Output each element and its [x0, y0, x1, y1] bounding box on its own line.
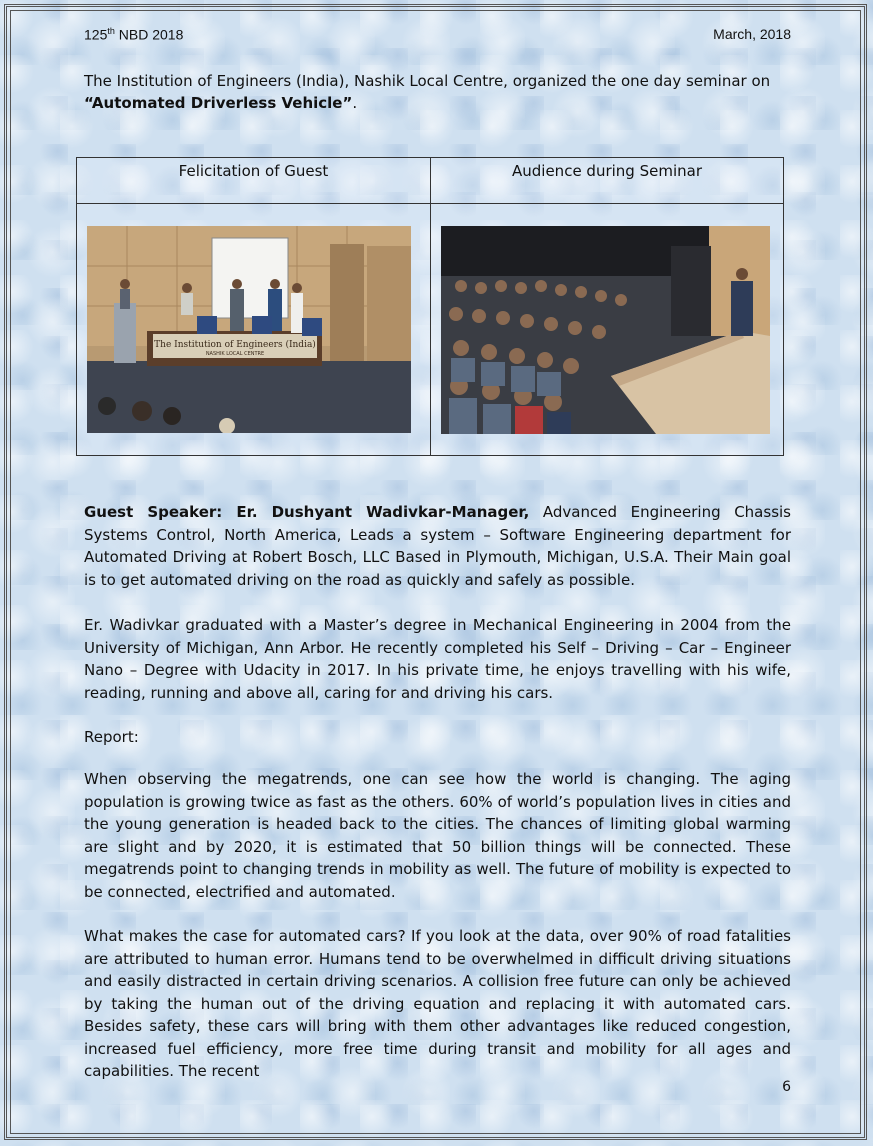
biography-paragraph: Er. Wadivkar graduated with a Master’s degree in Mechanical Engineering in 2004 from the University of Michigan, Ann Arbor. He recently completed his Self – Driving – Car – Engineer Nano – Degree with Udacity in 2017. In his private time, he enjoys travelling with his wife, reading, running and above all, caring for and driving his cars. [84, 616, 791, 702]
intro-text: The Institution of Engineers (India), Nashik Local Centre, organized the one day seminar on [84, 72, 771, 90]
megatrends-paragraph: When observing the megatrends, one can see how the world is changing. The aging population is growing twice as fast as the others. 60% of world’s population lives in cities and the young generation is headed back to the cities. The chances of limiting global warming are slight and by 2020, it is estimated that 50 billion things will be connected. These megatrends point to changing trends in mobility as well. The future of mobility is expected to be connected, electrified and automated. [84, 770, 791, 901]
table-cell-photo-2 [431, 204, 783, 455]
banner-line-1: The Institution of Engineers (India) [154, 340, 316, 350]
page-number: 6 [782, 1079, 791, 1095]
table-header-audience: Audience during Seminar [431, 158, 783, 204]
header-issue [84, 26, 183, 43]
intro-end: . [352, 94, 358, 112]
felicitation-photo [87, 226, 411, 433]
photo-table [76, 157, 784, 456]
guest-speaker-paragraph [84, 501, 791, 591]
guest-speaker-text: Advanced Engineering Chassis Systems Control, North America, Leads a system – Software Engineering department for Automated Driving at Robert Bosch, LLC Based in Plymouth, Michigan, U.S.A. Their Main goal is to get automated driving on the road as quickly and safely as possible. [84, 503, 791, 589]
table-header-felicitation: Felicitation of Guest [77, 158, 431, 204]
banner-line-2: NASHIK LOCAL CENTRE [205, 351, 265, 357]
intro-paragraph [84, 70, 794, 114]
header-issue-suffix: th [107, 26, 115, 36]
header-issue-number: 125 [84, 26, 108, 43]
guest-speaker-name: Guest Speaker: Er. Dushyant Wadivkar-Manager, [84, 503, 530, 521]
intro-seminar-title: “Automated Driverless Vehicle” [84, 94, 353, 112]
automated-cars-paragraph: What makes the case for automated cars? If you look at the data, over 90% of road fatalities are attributed to human error. Humans tend to be overwhelmed in difficult driving situations and easily distracted in certain driving scenarios. A collision free future can only be achieved by taking the human out of the driving equation and replacing it with automated cars. Besides safety, these cars will bring with them other advantages like reduced congestion, increased fuel efficiency, more free time during transit and mobility for all ages and capabilities. The recent [84, 927, 791, 1080]
header-date: March, 2018 [713, 26, 791, 42]
header-issue-label: NBD 2018 [114, 26, 184, 43]
report-heading: Report: [84, 728, 139, 746]
table-cell-photo-1 [77, 204, 431, 455]
audience-photo [441, 226, 770, 434]
